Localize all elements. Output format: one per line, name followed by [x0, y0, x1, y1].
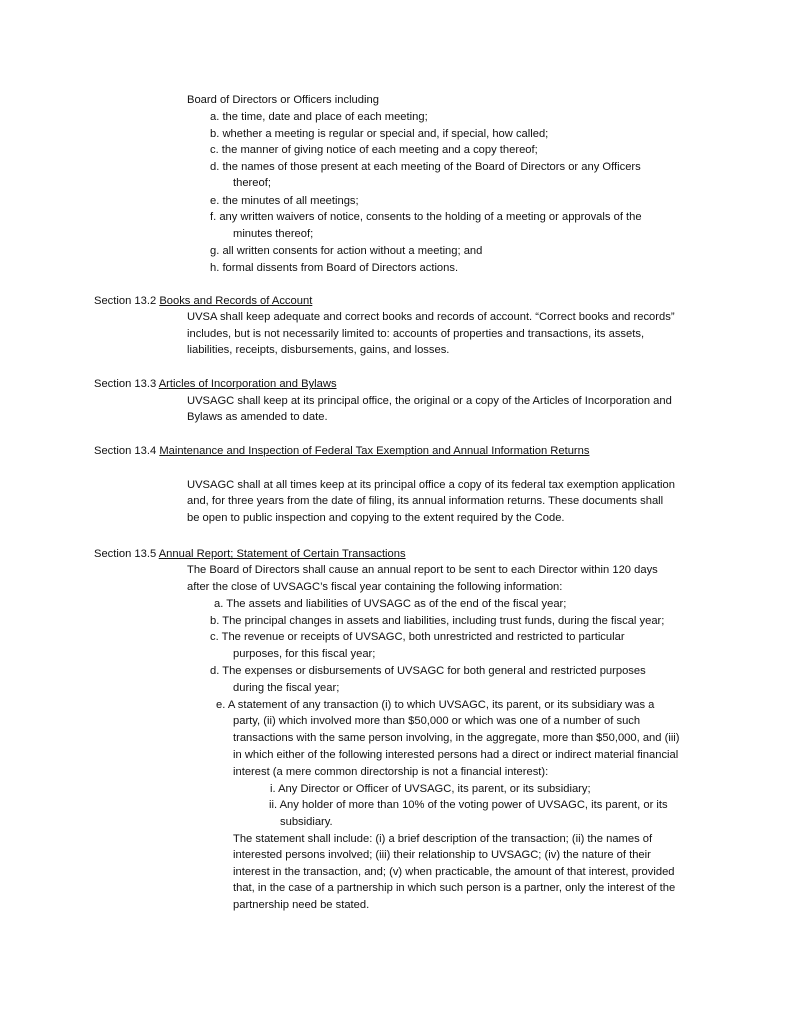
section-title: Articles of Incorporation and Bylaws [158, 378, 337, 390]
section-title: Annual Report; Statement of Certain Transactions [158, 548, 406, 560]
report-item-b: b. The principal changes in assets and liabilities, including trust funds, during the fiscal year; [210, 615, 665, 627]
report-item-e: e. A statement of any transaction (i) to which UVSAGC, its parent, or its subsidiary was a [216, 699, 655, 711]
report-subitem-ii: ii. Any holder of more than 10% of the voting power of UVSAGC, its parent, or its [269, 799, 668, 811]
report-subitem-i: i. Any Director or Officer of UVSAGC, its parent, or its subsidiary; [270, 783, 591, 795]
paragraph-line: UVSA shall keep adequate and correct books and records of account. “Correct books and records” [187, 311, 675, 323]
list-item-g: g. all written consents for action without a meeting; and [210, 245, 483, 257]
section-label: Section 13.3 [94, 378, 157, 390]
list-item-c: c. the manner of giving notice of each meeting and a copy thereof; [210, 144, 538, 156]
section-13-4-heading [94, 444, 589, 458]
section-title: Books and Records of Account [159, 295, 313, 307]
report-item-d: d. The expenses or disbursements of UVSAGC for both general and restricted purposes [210, 665, 646, 677]
section-13-3-heading [94, 377, 337, 391]
statement-line: interest in the transaction, and; (v) when practicable, the amount of that interest, provided [233, 866, 675, 878]
section-label: Section 13.4 [94, 445, 157, 457]
statement-line: interested persons involved; (iii) their relationship to UVSAGC; (iv) the nature of their [233, 849, 651, 861]
paragraph-line: after the close of UVSAGC’s fiscal year containing the following information: [187, 581, 563, 593]
section-title: Maintenance and Inspection of Federal Tax Exemption and Annual Information Returns [159, 445, 590, 457]
paragraph-line: and, for three years from the date of filing, its annual information returns. These documents shall [187, 495, 664, 507]
report-item-e-cont: party, (ii) which involved more than $50,000 or which was one of a number of such [233, 715, 641, 727]
report-item-e-cont: in which either of the following interested persons had a direct or indirect material financial [233, 749, 679, 761]
report-item-d-cont: during the fiscal year; [233, 682, 340, 694]
statement-line: that, in the case of a partnership in which such person is a partner, only the interest of the [233, 882, 676, 894]
report-item-c-cont: purposes, for this fiscal year; [233, 648, 376, 660]
section-label: Section 13.2 [94, 295, 157, 307]
list-heading: Board of Directors or Officers including [187, 94, 379, 106]
list-item-b: b. whether a meeting is regular or special and, if special, how called; [210, 128, 549, 140]
paragraph-line: The Board of Directors shall cause an annual report to be sent to each Director within 120 days [187, 564, 658, 576]
report-subitem-ii-cont: subsidiary. [280, 816, 333, 828]
section-13-2-heading [94, 294, 312, 308]
report-item-e-cont: interest (a mere common directorship is not a financial interest): [233, 766, 549, 778]
paragraph-line: includes, but is not necessarily limited to: accounts of properties and transactions, its assets, [187, 328, 645, 340]
list-item-d: d. the names of those present at each meeting of the Board of Directors or any Officers [210, 161, 641, 173]
paragraph-line: liabilities, receipts, disbursements, gains, and losses. [187, 344, 450, 356]
list-item-d-cont: thereof; [233, 177, 271, 189]
section-13-5-heading [94, 547, 406, 561]
section-label: Section 13.5 [94, 548, 157, 560]
paragraph-line: Bylaws as amended to date. [187, 411, 328, 423]
paragraph-line: be open to public inspection and copying to the extent required by the Code. [187, 512, 565, 524]
paragraph-line: UVSAGC shall at all times keep at its principal office a copy of its federal tax exemption application [187, 479, 675, 491]
report-item-e-cont: transactions with the same person involving, in the aggregate, more than $50,000, and (iii) [233, 732, 680, 744]
list-item-f: f. any written waivers of notice, consents to the holding of a meeting or approvals of the [210, 211, 642, 223]
list-item-h: h. formal dissents from Board of Directors actions. [210, 262, 459, 274]
list-item-f-cont: minutes thereof; [233, 228, 314, 240]
list-item-a: a. the time, date and place of each meeting; [210, 111, 428, 123]
report-item-c: c. The revenue or receipts of UVSAGC, both unrestricted and restricted to particular [210, 631, 625, 643]
statement-line: partnership need be stated. [233, 899, 370, 911]
statement-line: The statement shall include: (i) a brief description of the transaction; (ii) the names of [233, 833, 653, 845]
report-item-a: a. The assets and liabilities of UVSAGC as of the end of the fiscal year; [214, 598, 567, 610]
list-item-e: e. the minutes of all meetings; [210, 195, 359, 207]
paragraph-line: UVSAGC shall keep at its principal office, the original or a copy of the Articles of Incorporation and [187, 395, 672, 407]
